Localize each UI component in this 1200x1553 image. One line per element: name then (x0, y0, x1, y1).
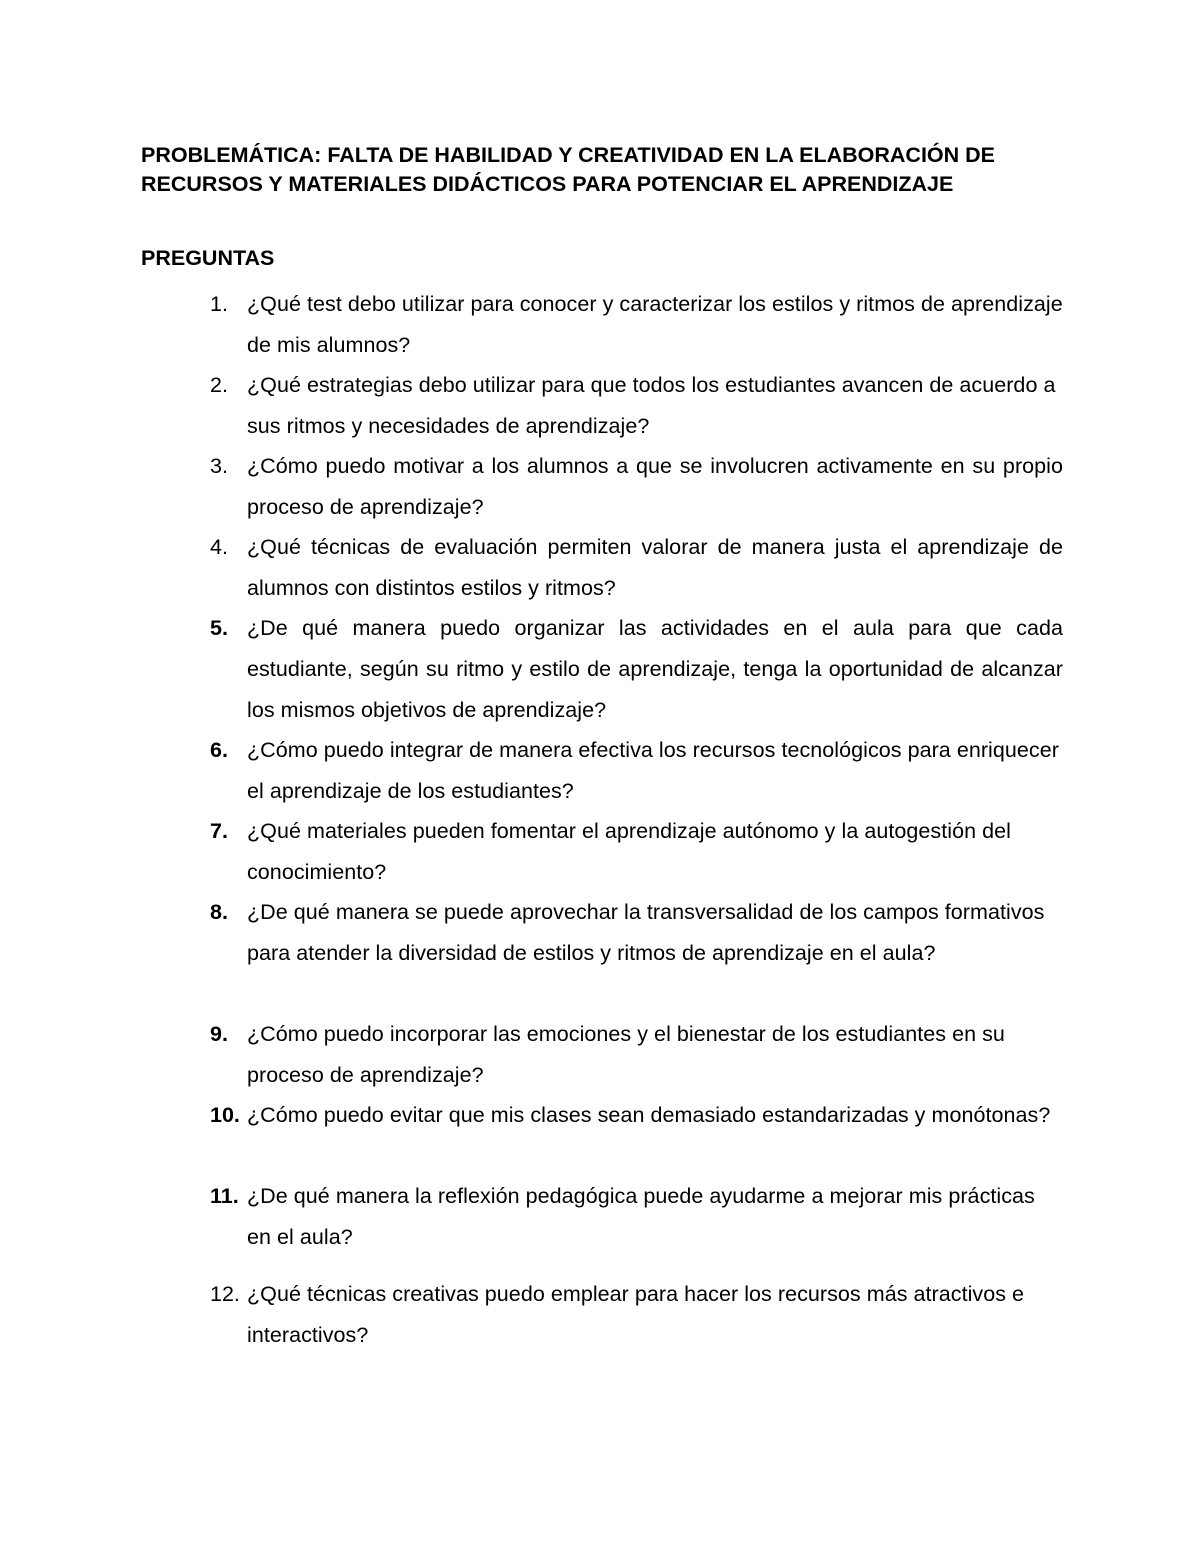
question-text: ¿Qué test debo utilizar para conocer y caracterizar los estilos y ritmos de aprendizaje de mis alumnos? (247, 292, 1063, 357)
question-number: 12. (210, 1282, 240, 1306)
question-number: 9. (210, 1022, 228, 1046)
question-text: ¿De qué manera puedo organizar las actividades en el aula para que cada estudiante, según su ritmo y estilo de aprendizaje, tenga la oportunidad de alcanzar los mismos objetivos de aprendizaje? (247, 616, 1063, 722)
question-number: 7. (210, 819, 228, 843)
question-number: 8. (210, 900, 228, 924)
question-number: 5. (210, 616, 228, 640)
question-text: ¿Qué estrategias debo utilizar para que todos los estudiantes avancen de acuerdo a sus ritmos y necesidades de aprendizaje? (247, 373, 1056, 438)
question-text: ¿De qué manera se puede aprovechar la transversalidad de los campos formativos para atender la diversidad de estilos y ritmos de aprendizaje en el aula? (247, 900, 1045, 965)
question-number: 11. (210, 1184, 239, 1208)
question-number: 10. (210, 1103, 240, 1127)
section-heading: PREGUNTAS (141, 246, 275, 270)
question-number: 6. (210, 738, 228, 762)
question-number: 3. (210, 454, 228, 478)
question-number: 1. (210, 292, 228, 316)
question-text: ¿Cómo puedo evitar que mis clases sean demasiado estandarizadas y monótonas? (247, 1103, 1051, 1127)
question-text: ¿Cómo puedo incorporar las emociones y el bienestar de los estudiantes en su proceso de aprendizaje? (247, 1022, 1005, 1087)
question-text: ¿Qué técnicas de evaluación permiten valorar de manera justa el aprendizaje de alumnos con distintos estilos y ritmos? (247, 535, 1063, 600)
document-title: PROBLEMÁTICA: FALTA DE HABILIDAD Y CREATIVIDAD EN LA ELABORACIÓN DE RECURSOS Y MATERIALES DIDÁCTICOS PARA POTENCIAR EL APRENDIZAJE (141, 143, 996, 196)
question-text: ¿Qué técnicas creativas puedo emplear para hacer los recursos más atractivos e interactivos? (247, 1282, 1025, 1347)
question-text: ¿Cómo puedo integrar de manera efectiva los recursos tecnológicos para enriquecer el aprendizaje de los estudiantes? (247, 738, 1059, 803)
question-text: ¿Qué materiales pueden fomentar el aprendizaje autónomo y la autogestión del conocimiento? (247, 819, 1011, 884)
question-text: ¿Cómo puedo motivar a los alumnos a que se involucren activamente en su propio proceso de aprendizaje? (247, 454, 1063, 519)
question-text: ¿De qué manera la reflexión pedagógica puede ayudarme a mejorar mis prácticas en el aula? (247, 1184, 1035, 1249)
question-number: 2. (210, 373, 228, 397)
question-number: 4. (210, 535, 228, 559)
